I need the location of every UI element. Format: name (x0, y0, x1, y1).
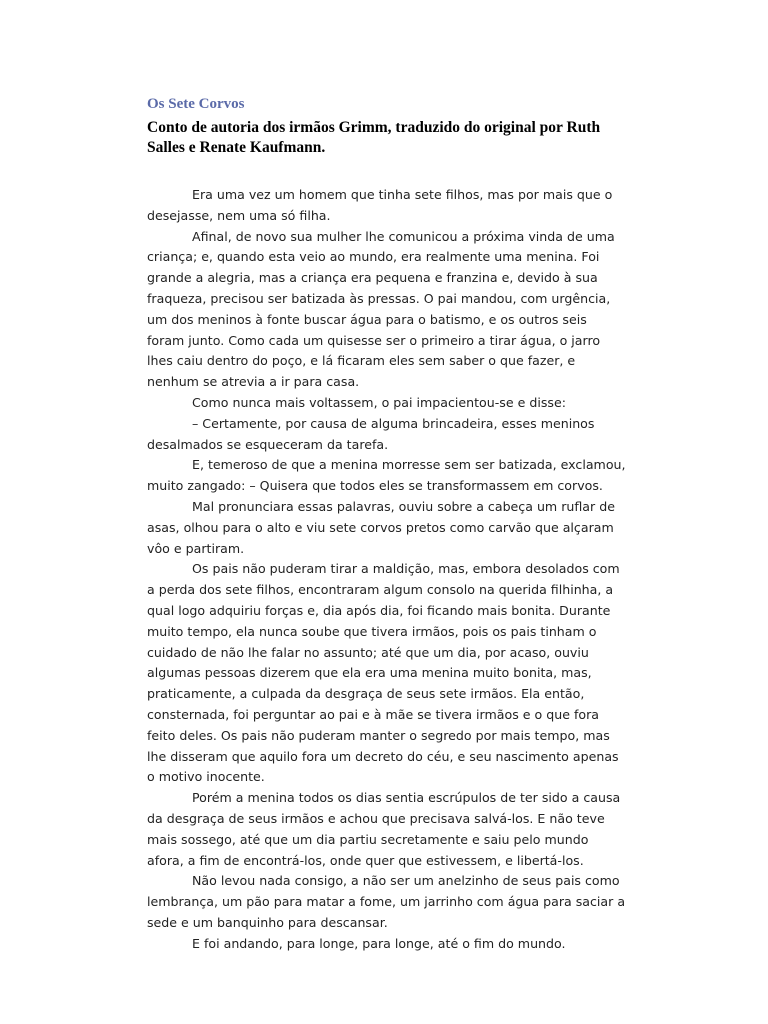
paragraph: Os pais não puderam tirar a maldição, mas, embora desolados com a perda dos sete filhos, encontraram algum consolo na querida filhinha, a qual logo adquiriu forças e, dia após dia, foi ficando mais bonita. Durante muito tempo, ela nunca soube que tivera irmãos, pois os pais tinham o cuidado de não lhe falar no assunto; até que um dia, por acaso, ouviu algumas pessoas dizerem que ela era uma menina muito bonita, mas, praticamente, a culpada da desgraça de seus sete irmãos. Ela então, consternada, foi perguntar ao pai e à mãe se tivera irmãos e o que fora feito deles. Os pais não puderam manter o segredo por mais tempo, mas lhe disseram que aquilo fora um decreto do céu, e seu nascimento apenas o motivo inocente. (147, 561, 620, 785)
document-title: Os Sete Corvos (147, 96, 245, 112)
paragraph: Afinal, de novo sua mulher lhe comunicou a próxima vinda de uma criança; e, quando esta veio ao mundo, era realmente uma menina. Foi grande a alegria, mas a criança era pequena e franzina e, devido à sua fraqueza, precisou ser batizada às pressas. O pai mandou, com urgência, um dos meninos à fonte buscar água para o batismo, e os outros seis foram junto. Como cada um quisesse ser o primeiro a tirar água, o jarro lhes caiu dentro do poço, e lá ficaram eles sem saber o que fazer, e nenhum se atrevia a ir para casa. (147, 228, 615, 390)
paragraph: E foi andando, para longe, para longe, até o fim do mundo. (192, 935, 566, 951)
paragraph: Porém a menina todos os dias sentia escrúpulos de ter sido a causa da desgraça de seus irmãos e achou que precisava salvá-los. E não teve mais sossego, até que um dia partiu secretamente e saiu pelo mundo afora, a fim de encontrá-los, onde quer que estivessem, e libertá-los. (147, 790, 621, 868)
paragraph: E, temeroso de que a menina morresse sem ser batizada, exclamou, muito zangado: – Quisera que todos eles se transformassem em corvos. (147, 457, 626, 494)
paragraph: – Certamente, por causa de alguma brincadeira, esses meninos desalmados se esqueceram da tarefa. (147, 415, 595, 452)
document-subtitle: Conto de autoria dos irmãos Grimm, traduzido do original por Ruth Salles e Renate Kaufmann. (147, 119, 601, 156)
paragraph: Como nunca mais voltassem, o pai impacientou-se e disse: (192, 394, 566, 410)
paragraph: Era uma vez um homem que tinha sete filhos, mas por mais que o desejasse, nem uma só filha. (147, 187, 613, 223)
story-body (147, 185, 627, 954)
paragraph: Mal pronunciara essas palavras, ouviu sobre a cabeça um ruflar de asas, olhou para o alto e viu sete corvos pretos como carvão que alçaram vôo e partiram. (147, 498, 615, 556)
paragraph: Não levou nada consigo, a não ser um anelzinho de seus pais como lembrança, um pão para matar a fome, um jarrinho com água para saciar a sede e um banquinho para descansar. (147, 873, 626, 930)
